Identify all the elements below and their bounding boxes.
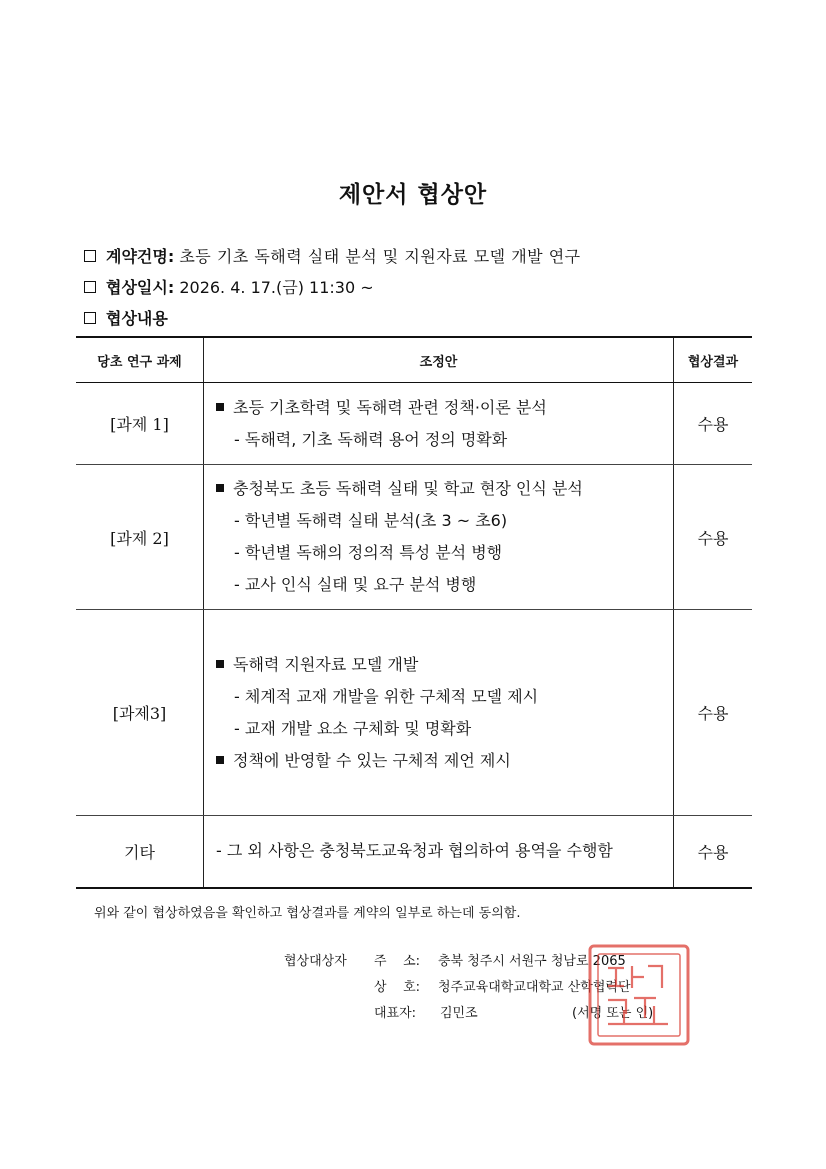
contract-name-label: 계약건명: — [106, 247, 175, 266]
sub-item: - 학년별 독해력 실태 분석(초 3 ~ 초6) — [234, 511, 508, 530]
official-seal-icon — [584, 940, 694, 1050]
bullet-item: 초등 기초학력 및 독해력 관련 정책·이론 분석 — [216, 392, 672, 424]
checkbox-square-icon — [84, 250, 96, 262]
contract-name-value: 초등 기초 독해력 실태 분석 및 지원자료 모델 개발 연구 — [179, 247, 581, 266]
result-cell: 수용 — [674, 610, 753, 816]
negotiation-date-line — [84, 275, 374, 298]
negotiation-date-value: 2026. 4. 17.(금) 11:30 ~ — [179, 278, 374, 297]
result-cell: 수용 — [674, 383, 753, 465]
task-cell: 기타 — [76, 816, 204, 888]
contract-name-line — [84, 244, 581, 267]
adjustment-cell — [204, 383, 674, 465]
negotiation-table — [76, 336, 752, 889]
header-original-task: 당초 연구 과제 — [76, 337, 204, 383]
dash-item: - 그 외 사항은 충청북도교육청과 협의하여 용역을 수행함 — [216, 841, 613, 861]
negotiation-content-label: 협상내용 — [106, 309, 168, 328]
bullet-item: 정책에 반영할 수 있는 구체적 제언 제시 — [216, 745, 672, 777]
header-result: 협상결과 — [674, 337, 753, 383]
sub-item: - 학년별 독해의 정의적 특성 분석 병행 — [234, 543, 503, 562]
table-row — [76, 610, 752, 816]
result-cell: 수용 — [674, 816, 753, 888]
square-bullet-icon — [216, 484, 224, 492]
seal-note: (서명 또는 인) — [572, 1006, 654, 1021]
agreement-statement: 위와 같이 협상하였음을 확인하고 협상결과를 계약의 일부로 하는데 동의함. — [94, 906, 521, 921]
checkbox-square-icon — [84, 312, 96, 324]
square-bullet-icon — [216, 403, 224, 411]
sub-item: - 교재 개발 요소 구체화 및 명확화 — [234, 718, 472, 738]
task-cell: [과제 2] — [76, 465, 204, 610]
address-label: 주 소: — [374, 954, 421, 969]
company-value: 청주교육대학교대학교 산학협력단 — [438, 980, 631, 995]
bullet-item: 독해력 지원자료 모델 개발 — [216, 649, 672, 681]
adjustment-cell — [204, 816, 674, 888]
sub-item: - 체계적 교재 개발을 위한 구체적 모델 제시 — [234, 686, 539, 706]
adjustment-cell — [204, 610, 674, 816]
task-cell: [과제3] — [76, 610, 204, 816]
checkbox-square-icon — [84, 281, 96, 293]
square-bullet-icon — [216, 660, 224, 668]
table-row — [76, 465, 752, 610]
table-row — [76, 383, 752, 465]
negotiation-content-line — [84, 306, 168, 329]
negotiation-date-label: 협상일시: — [106, 278, 175, 297]
bullet-item: 충청북도 초등 독해력 실태 및 학교 현장 인식 분석 — [216, 473, 672, 505]
company-label: 상 호: — [374, 980, 421, 995]
party-label: 협상대상자 — [284, 954, 347, 969]
sub-item: - 독해력, 기초 독해력 용어 정의 명확화 — [234, 429, 508, 449]
square-bullet-icon — [216, 756, 224, 764]
sub-item: - 교사 인식 실태 및 요구 분석 병행 — [234, 575, 477, 594]
representative-value: 김민조 — [440, 1006, 478, 1021]
table-row — [76, 816, 752, 888]
table-header-row — [76, 337, 752, 383]
header-adjustment: 조정안 — [204, 337, 674, 383]
result-cell: 수용 — [674, 465, 753, 610]
address-value: 충북 청주시 서원구 청남로 2065 — [438, 954, 626, 969]
adjustment-cell — [204, 465, 674, 610]
page-title: 제안서 협상안 — [338, 182, 488, 208]
representative-label: 대표자: — [374, 1006, 417, 1021]
task-cell: [과제 1] — [76, 383, 204, 465]
